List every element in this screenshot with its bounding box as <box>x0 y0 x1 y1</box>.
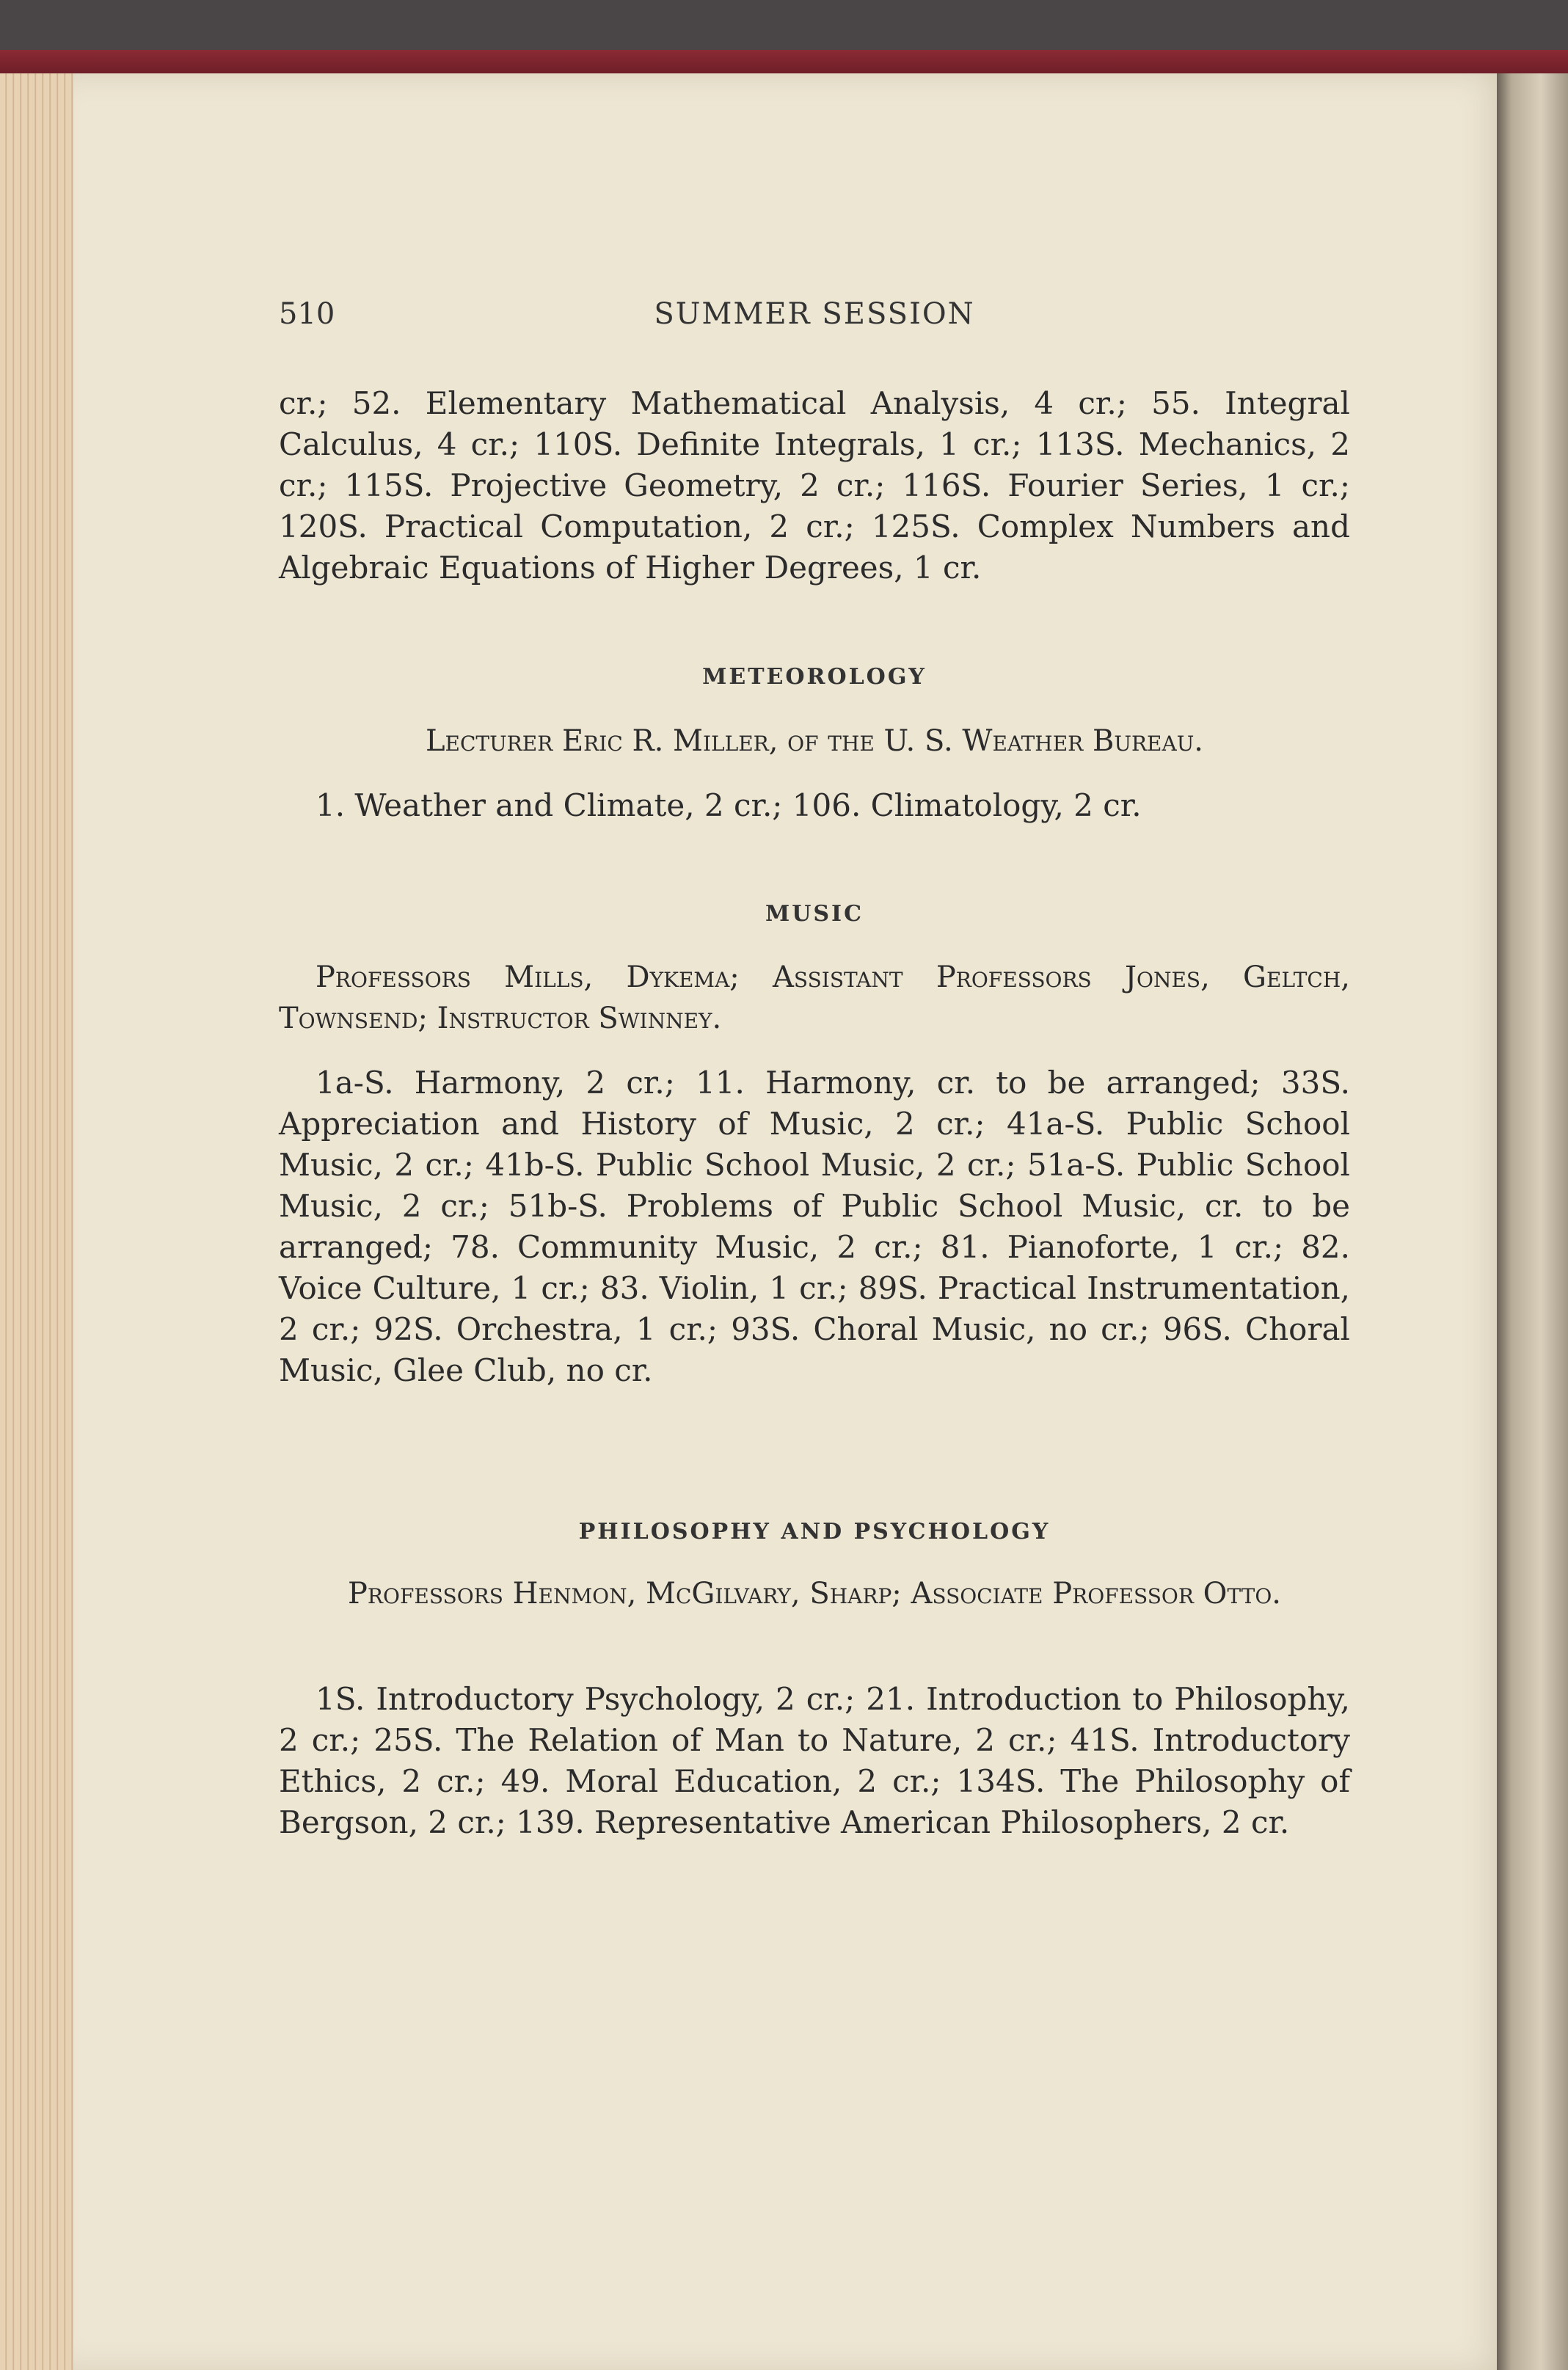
running-head-title: SUMMER SESSION <box>654 297 975 331</box>
meteorology-courses: 1. Weather and Climate, 2 cr.; 106. Climatology, 2 cr. <box>316 787 1142 823</box>
page-gutter-shadow <box>1497 73 1568 2370</box>
stacked-page-edges <box>0 73 81 2370</box>
music-courses: 1a-S. Harmony, 2 cr.; 11. Harmony, cr. to be arranged; 33S. Appreciation and History of Music, 2 cr.; 41a-S. Public School Music, 2 cr.; 41b-S. Public School Music, 2 cr.; 51a-S. Public School Music, 2 cr.; 51b-S. Problems of Public School Music, cr. to be arranged; 78. Community Music, 2 cr.; 81. Pianoforte, 1 cr.; 82. Voice Culture, 1 cr.; 83. Violin, 1 cr.; 89S. Practical Instrumentation, 2 cr.; 92S. Orchestra, 1 cr.; 93S. Choral Music, no cr.; 96S. Choral Music, Glee Club, no cr. <box>279 1065 1350 1388</box>
philosophy-heading: PHILOSOPHY AND PSYCHOLOGY <box>578 1519 1051 1545</box>
page-number: 510 <box>279 297 335 331</box>
philosophy-staff: Professors Henmon, McGilvary, Sharp; Associate Professor Otto. <box>348 1577 1281 1611</box>
intro-paragraph: cr.; 52. Elementary Mathematical Analysis, 4 cr.; 55. Integral Calculus, 4 cr.; 110S. Definite Integrals, 1 cr.; 113S. Mechanics, 2 cr.; 115S. Projective Geometry, 2 cr.; 116S. Fourier Series, 1 cr.; 120S. Practical Computation, 2 cr.; 125S. Complex Numbers and Algebraic Equations of Higher Degrees, 1 cr. <box>279 385 1350 586</box>
philosophy-courses: 1S. Introductory Psychology, 2 cr.; 21. Introduction to Philosophy, 2 cr.; 25S. The Relation of Man to Nature, 2 cr.; 41S. Introductory Ethics, 2 cr.; 49. Moral Education, 2 cr.; 134S. The Philosophy of Bergson, 2 cr.; 139. Representative American Philosophers, 2 cr. <box>279 1681 1350 1840</box>
meteorology-staff: Lecturer Eric R. Miller, of the U. S. Weather Bureau. <box>425 724 1204 758</box>
music-heading: MUSIC <box>765 901 864 927</box>
meteorology-heading: METEOROLOGY <box>702 664 927 690</box>
running-head <box>279 297 1350 341</box>
book-cover-binding <box>0 50 1568 75</box>
music-staff: Professors Mills, Dykema; Assistant Professors Jones, Geltch, Townsend; Instructor Swinney. <box>279 960 1350 1035</box>
